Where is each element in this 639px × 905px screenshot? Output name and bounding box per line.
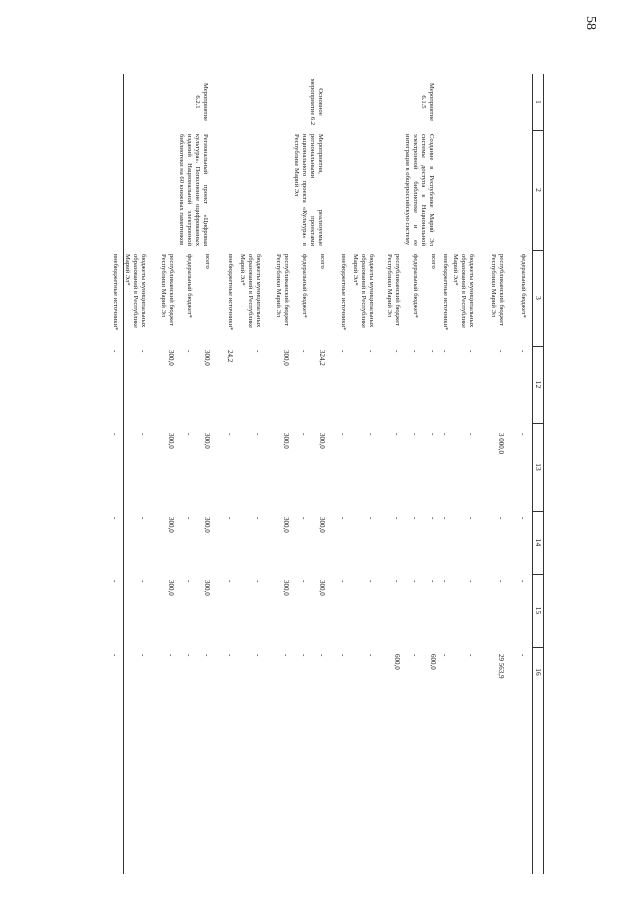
funding-value: - [339,350,347,353]
funding-value: - [519,350,527,353]
funding-value: - [519,654,527,657]
funding-source-label: внебюджетные источники* [340,254,347,331]
funding-value: - [185,580,193,583]
funding-value: - [497,350,505,353]
funding-value: - [393,433,401,436]
funding-value: - [139,517,147,520]
header-bottom-rule [532,74,533,874]
funding-value: - [393,517,401,520]
funding-value: 300,0 [167,433,175,449]
funding-value: 300,0 [318,433,326,449]
funding-value: 300,0 [203,350,211,366]
funding-value: 300,0 [167,580,175,596]
funding-value: - [111,433,119,436]
funding-value: - [226,433,234,436]
funding-value: - [254,517,262,520]
funding-value: - [497,580,505,583]
funding-value: - [139,654,147,657]
funding-value: 300,0 [203,580,211,596]
funding-source-label: республиканский бюджет Республики Марий Эл [386,254,401,327]
funding-value: - [111,517,119,520]
funding-value: - [411,654,419,657]
funding-value: 300,0 [203,517,211,533]
funding-value: - [441,433,449,436]
funding-value: 300,0 [318,517,326,533]
funding-value: 300,0 [282,350,290,366]
funding-value: - [300,580,308,583]
funding-value: - [339,517,347,520]
funding-source-label: бюджеты муниципальных образований в Республике Марий Эл* [239,254,262,328]
header-column-number: 15 [534,606,543,615]
funding-value: - [411,580,419,583]
funding-value: 300,0 [203,433,211,449]
funding-value: - [411,517,419,520]
funding-value: - [339,433,347,436]
header-column-number: 12 [534,380,543,389]
measure-name: Мероприятия, реализуемые региональными проектами национального проекта «Культура» в Республике Марий Эл [293,134,324,246]
funding-value: - [300,350,308,353]
header-column-number: 3 [534,296,543,300]
funding-value: - [411,433,419,436]
budget-table [112,74,544,874]
funding-source-label: бюджеты муниципальных образований в Республике Марий Эл* [352,254,375,328]
funding-source-label: всего [430,254,437,269]
funding-value: 300,0 [282,580,290,596]
funding-value: 3 000,0 [497,433,505,454]
page-number: 58 [583,16,598,30]
funding-value: - [429,580,437,583]
measure-label: Мероприятие 6.2.1 [194,82,209,122]
funding-value: - [318,654,326,657]
funding-value: 300,0 [167,350,175,366]
funding-value: - [519,517,527,520]
header-top-rule [543,74,544,874]
funding-value: - [282,654,290,657]
table-bottom-rule [123,74,124,874]
funding-value: - [254,433,262,436]
measure-name: Региональный проект «Цифровая культура». Пополнение оцифрованных изданий Национальной электронной библиотеки на 60 книжных памятников [178,134,209,246]
funding-value: - [203,654,211,657]
funding-value: - [254,580,262,583]
funding-value: 300,0 [282,433,290,449]
header-column-number: 2 [534,188,543,192]
funding-value: - [467,350,475,353]
funding-value: - [139,350,147,353]
funding-source-label: республиканский бюджет Республики Марий Эл [160,254,175,327]
funding-source-label: бюджеты муниципальных образований в Республике Марий Эл* [124,254,147,328]
funding-value: - [185,654,193,657]
header-column-number: 14 [534,538,543,547]
funding-value: - [339,580,347,583]
funding-source-label: республиканский бюджет Республики Марий Эл [490,254,505,327]
funding-value: - [367,580,375,583]
funding-value: - [429,350,437,353]
funding-value: - [300,517,308,520]
funding-value: 24,2 [226,350,234,363]
header-column-number: 1 [534,100,543,104]
funding-value: - [111,350,119,353]
funding-source-label: федеральный бюджет* [520,254,527,318]
funding-source-label: внебюджетные источники* [442,254,449,331]
funding-value: - [467,517,475,520]
funding-value: - [393,350,401,353]
funding-value: - [441,654,449,657]
funding-value: - [429,517,437,520]
funding-value: - [254,350,262,353]
funding-source-label: федеральный бюджет* [301,254,308,318]
funding-source-label: бюджеты муниципальных образований в Республике Марий Эл* [452,254,475,328]
funding-value: - [185,517,193,520]
funding-value: 600,0 [393,654,401,670]
header-column-number: 16 [534,668,543,676]
funding-value: 300,0 [167,517,175,533]
funding-value: - [519,433,527,436]
measure-name: Создание в Республике Марий Эл системы доступа к Национальной электронной библиотеке и ее интеграция в общероссийскую систему [404,134,435,246]
funding-value: - [300,654,308,657]
funding-value: - [226,517,234,520]
funding-value: 29 563,9 [497,654,505,679]
funding-value: - [497,517,505,520]
funding-source-label: федеральный бюджет* [412,254,419,318]
funding-value: - [467,433,475,436]
funding-source-label: республиканский бюджет Республики Марий Эл [275,254,290,327]
funding-value: 324,2 [318,350,326,366]
funding-value: - [441,580,449,583]
funding-value: - [467,654,475,657]
funding-value: - [467,580,475,583]
funding-value: - [367,350,375,353]
funding-value: - [111,654,119,657]
funding-value: - [300,433,308,436]
funding-value: - [139,580,147,583]
funding-value: - [167,654,175,657]
header-column-number: 13 [534,463,543,471]
funding-value: - [339,654,347,657]
funding-value: - [226,654,234,657]
funding-value: - [367,654,375,657]
funding-value: - [185,350,193,353]
funding-source-label: внебюджетные источники* [112,254,119,331]
funding-value: - [111,580,119,583]
funding-value: - [367,433,375,436]
funding-value: 300,0 [318,580,326,596]
funding-source-label: всего [319,254,326,269]
funding-value: 600,0 [429,654,437,670]
funding-value: - [441,517,449,520]
funding-source-label: внебюджетные источники* [227,254,234,331]
table-body [112,74,544,874]
measure-label: Мероприятие 6.1.5 [420,82,435,122]
funding-source-label: федеральный бюджет* [186,254,193,318]
funding-value: - [411,350,419,353]
funding-value: - [429,433,437,436]
funding-value: 300,0 [282,517,290,533]
funding-value: - [441,350,449,353]
funding-value: - [393,580,401,583]
funding-source-label: всего [204,254,211,269]
funding-value: - [226,580,234,583]
funding-value: - [139,433,147,436]
funding-value: - [185,433,193,436]
funding-value: - [367,517,375,520]
funding-value: - [519,580,527,583]
measure-label: Основное мероприятие 6.2 [309,78,324,126]
funding-value: - [254,654,262,657]
